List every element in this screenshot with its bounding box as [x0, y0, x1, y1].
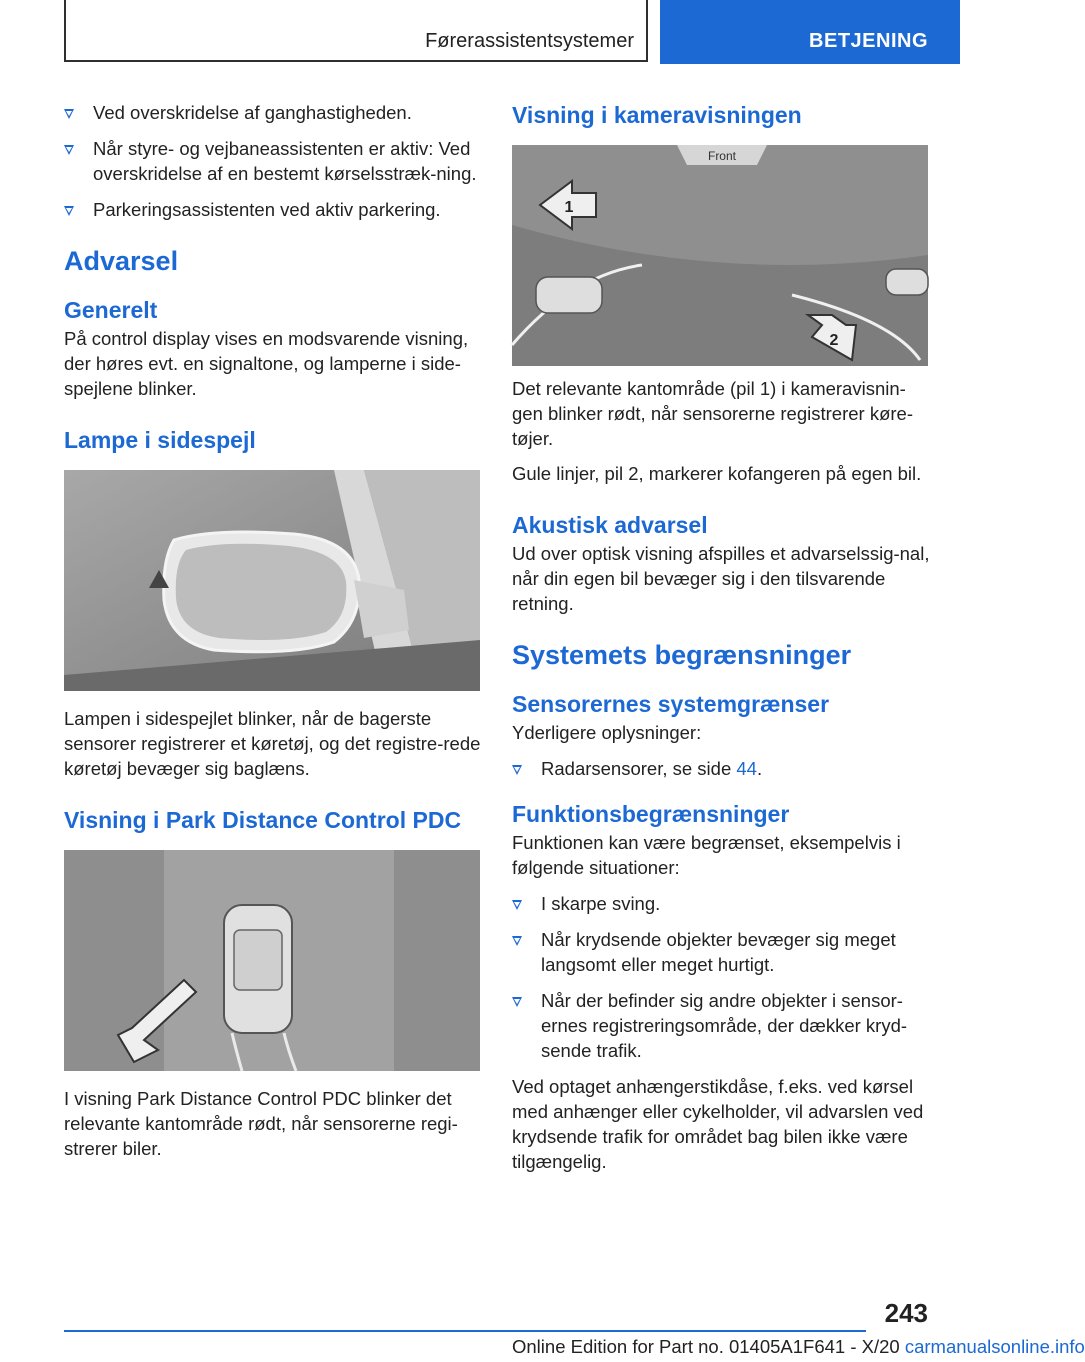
pdc-heading: Visning i Park Distance Control PDC [64, 807, 462, 833]
function-text: Funktionen kan være begrænset, eksempelvis i følgende situationer: [512, 832, 901, 878]
front-label: Front [707, 149, 737, 163]
footer-edition: Online Edition for Part no. 01405A1F641 - X/20 [512, 1336, 900, 1357]
mirror-heading: Lampe i sidespejl [64, 427, 256, 453]
footer-text [512, 1336, 1085, 1358]
general-text: På control display vises en modsvarende visning, der høres evt. en signaltone, og lamperne i side-spejlene blinker. [64, 328, 469, 399]
pdc-image [64, 850, 480, 1071]
sensor-bullet-list [512, 756, 930, 781]
list-item: Ved overskridelse af ganghastigheden. [64, 100, 482, 125]
limits-heading: Systemets begrænsninger [512, 640, 852, 670]
acoustic-text: Ud over optisk visning afspilles et advarselssig-nal, når din egen bil bevæger sig i den tilsvarende retning. [512, 543, 930, 614]
warning-heading: Advarsel [64, 246, 179, 276]
side-mirror-image [64, 470, 480, 691]
intro-bullet-list [64, 100, 482, 222]
right-column [512, 100, 930, 1174]
arrow-1-label: 1 [564, 199, 574, 216]
list-item: Når krydsende objekter bevæger sig meget langsomt eller meget hurtigt. [512, 927, 930, 977]
function-heading: Funktionsbegrænsninger [512, 801, 790, 827]
list-item: Når der befinder sig andre objekter i sensor-ernes registreringsområde, der dækker kryd-sende trafik. [512, 988, 930, 1063]
camera-heading: Visning i kameravisningen [512, 102, 802, 128]
final-text: Ved optaget anhængerstikdåse, f.eks. ved kørsel med anhænger eller cykelholder, vil advarslen ved krydsende trafik for området bag bilen ikke være tilgængelig. [512, 1076, 924, 1172]
list-item: Parkeringsassistenten ved aktiv parkering. [64, 197, 482, 222]
left-column [64, 100, 482, 1161]
camera-image [512, 145, 928, 366]
triangle-bullet-icon [512, 997, 522, 1007]
header-section-label: BETJENING [809, 30, 928, 52]
acoustic-heading: Akustisk advarsel [512, 512, 708, 538]
sensor-text: Yderligere oplysninger: [512, 722, 702, 743]
list-item: Når styre- og vejbaneassistenten er aktiv: Ved overskridelse af en bestemt kørselsstræk-ning. [64, 136, 482, 186]
triangle-bullet-icon [512, 765, 522, 775]
camera-caption-2: Gule linjer, pil 2, markerer kofangeren på egen bil. [512, 463, 922, 484]
triangle-bullet-icon [64, 145, 74, 155]
triangle-bullet-icon [512, 936, 522, 946]
triangle-bullet-icon [64, 206, 74, 216]
header-section-tab [660, 0, 960, 64]
arrow-2-label: 2 [829, 332, 839, 349]
triangle-bullet-icon [512, 900, 522, 910]
page-reference-link[interactable]: 44 [736, 758, 757, 779]
page-number: 243 [884, 1298, 928, 1328]
triangle-bullet-icon [64, 109, 74, 119]
list-item: I skarpe sving. [512, 891, 930, 916]
header-title-box [64, 0, 648, 62]
footer-site-link[interactable]: carmanualsonline.info [904, 1336, 1085, 1357]
list-item: Radarsensorer, se side 44. [512, 756, 930, 781]
mirror-caption: Lampen i sidespejlet blinker, når de bagerste sensorer registrerer et køretøj, og det registre-rede køretøj bevæger sig baglæns. [64, 708, 481, 779]
sensor-heading: Sensorernes systemgrænser [512, 691, 830, 717]
function-bullet-list [512, 891, 930, 1063]
general-heading: Generelt [64, 297, 158, 323]
camera-caption-1: Det relevante kantområde (pil 1) i kameravisnin-gen blinker rødt, når sensorerne registrerer køre-tøjer. [512, 378, 913, 449]
footer-rule [64, 1330, 866, 1332]
header-title: Førerassistentsystemer [425, 30, 634, 52]
pdc-caption: I visning Park Distance Control PDC blinker det relevante kantområde rødt, når sensorerne regi-strerer biler. [64, 1088, 458, 1159]
